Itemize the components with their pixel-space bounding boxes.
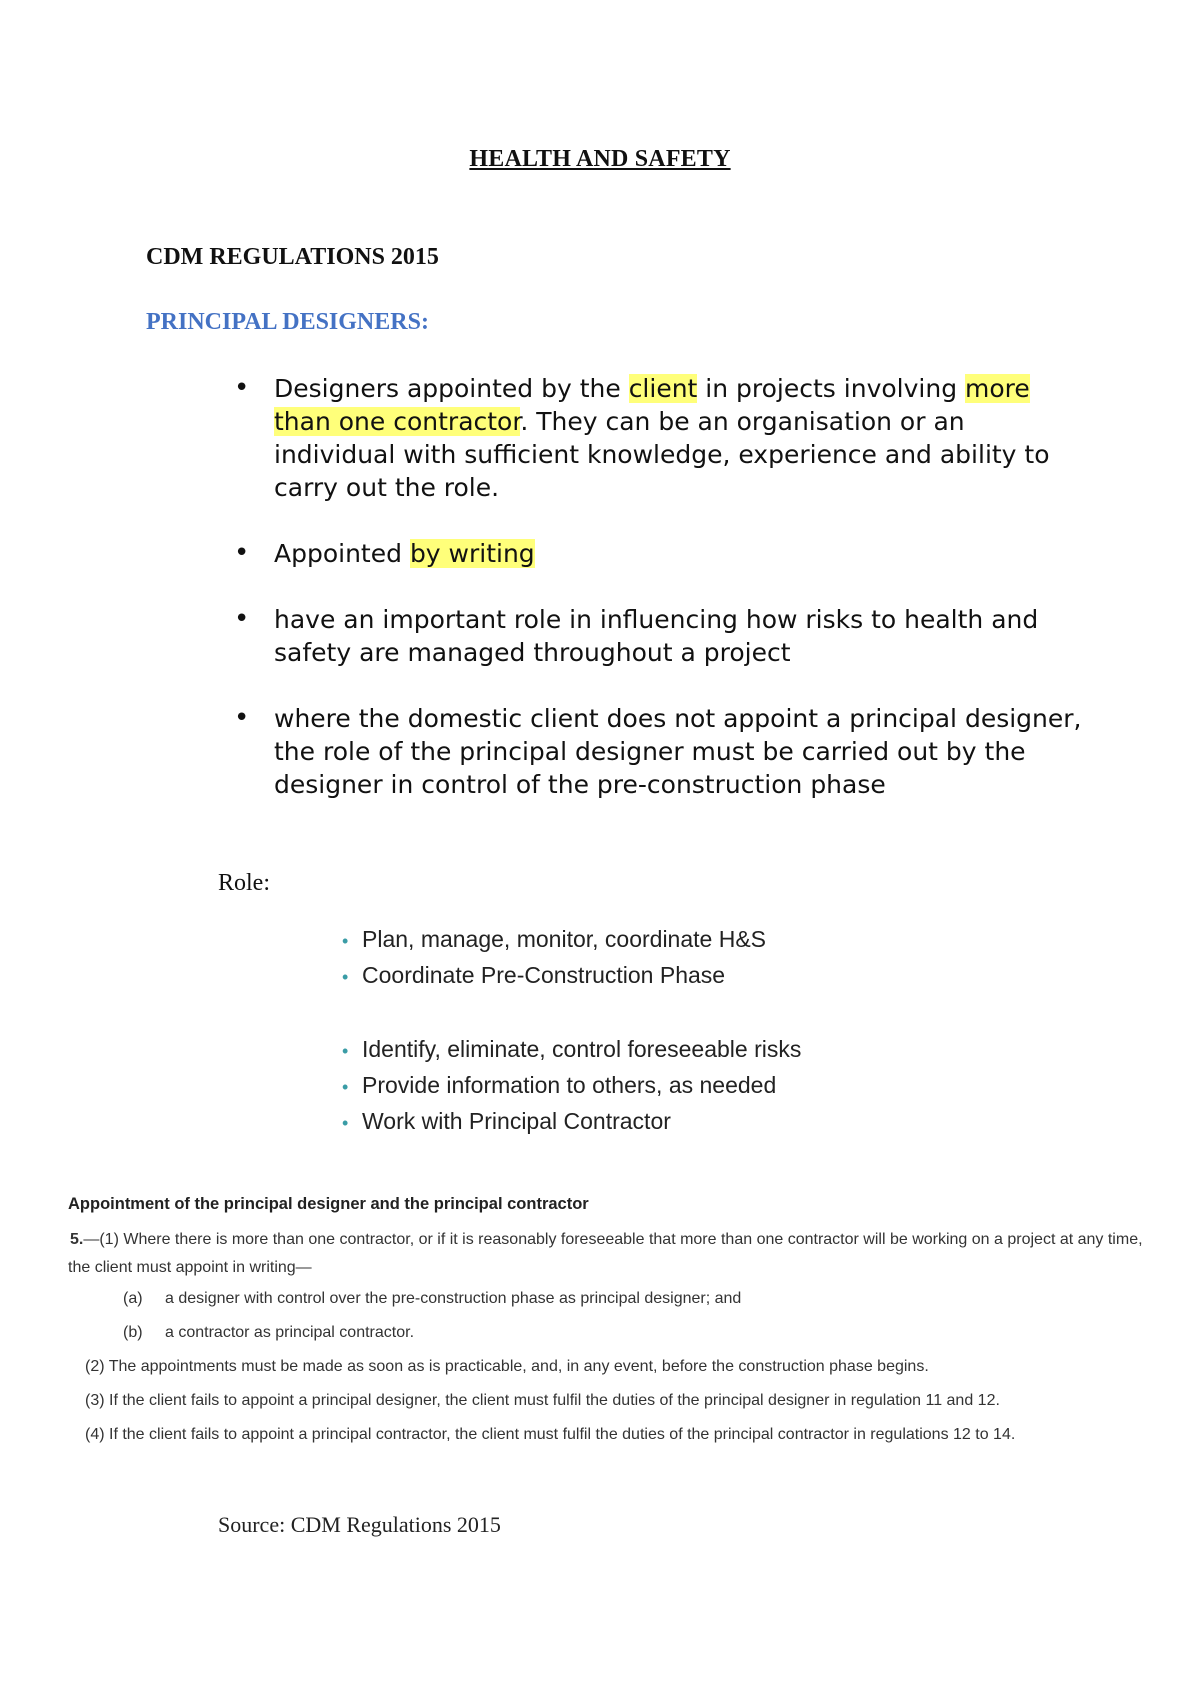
role-item-text: Coordinate Pre-Construction Phase xyxy=(362,962,726,988)
bullet-dot-icon: • xyxy=(342,1113,349,1133)
bullet-dot-icon: • xyxy=(342,1041,349,1061)
bullet-item xyxy=(232,702,1092,801)
role-item xyxy=(342,957,801,993)
excerpt-paragraph-1 xyxy=(68,1226,1158,1282)
excerpt-item-b xyxy=(123,1316,1158,1350)
highlighted-text: more than one contractor xyxy=(274,374,1030,436)
bullet-text: . They can be an organisation or an individual with sufficient knowledge, experience and ability to carry out the role. xyxy=(274,407,1050,502)
role-item-text: Plan, manage, monitor, coordinate H&S xyxy=(362,926,767,952)
bullet-text: Appointed xyxy=(274,539,410,568)
bullet-dot-icon: • xyxy=(234,538,250,568)
bullet-dot-icon: • xyxy=(234,703,250,733)
excerpt-item-a xyxy=(123,1282,1158,1316)
role-label: Role: xyxy=(218,870,270,896)
bullet-dot-icon: • xyxy=(342,967,349,987)
source-citation: Source: CDM Regulations 2015 xyxy=(218,1512,501,1537)
bullet-text: have an important role in influencing how risks to health and safety are managed throughout a project xyxy=(274,605,1039,667)
regulation-excerpt xyxy=(68,1195,1158,1452)
bullet-text: in projects involving xyxy=(697,374,966,403)
bullet-item xyxy=(232,603,1092,669)
section-heading: PRINCIPAL DESIGNERS: xyxy=(146,309,429,335)
role-item-text: Work with Principal Contractor xyxy=(362,1108,671,1134)
highlighted-text: client xyxy=(628,374,698,403)
excerpt-text: —(1) Where there is more than one contractor, or if it is reasonably foreseeable that more than one contractor will be working on a project at any time, the client must appoint in writing— xyxy=(68,1231,1143,1276)
excerpt-text: a contractor as principal contractor. xyxy=(165,1324,415,1341)
bullet-text: Designers appointed by the xyxy=(274,374,629,403)
role-item xyxy=(342,1031,801,1067)
role-list xyxy=(342,921,801,1139)
role-item-text: Provide information to others, as needed xyxy=(362,1072,777,1098)
excerpt-title: Appointment of the principal designer and the principal contractor xyxy=(68,1195,589,1213)
role-item xyxy=(342,1067,801,1103)
bullet-dot-icon: • xyxy=(342,1077,349,1097)
bullet-item xyxy=(232,537,1092,570)
excerpt-paragraph-4: (4) If the client fails to appoint a principal contractor, the client must fulfil the duties of the principal contractor in regulations 12 to 14. xyxy=(85,1426,1016,1443)
excerpt-paragraph-2: (2) The appointments must be made as soon as is practicable, and, in any event, before the construction phase begins. xyxy=(85,1358,929,1375)
role-item-text: Identify, eliminate, control foreseeable risks xyxy=(362,1036,802,1062)
item-label: (a) xyxy=(123,1290,143,1307)
bullet-dot-icon: • xyxy=(234,373,250,403)
principal-designer-bullets xyxy=(232,372,1092,834)
highlighted-text: by writing xyxy=(409,539,535,568)
role-item xyxy=(342,921,801,957)
excerpt-text: a designer with control over the pre-construction phase as principal designer; and xyxy=(165,1290,742,1307)
document-title: HEALTH AND SAFETY xyxy=(469,146,731,172)
item-label: (b) xyxy=(123,1324,143,1341)
bullet-dot-icon: • xyxy=(342,931,349,951)
role-item xyxy=(342,1103,801,1139)
bullet-dot-icon: • xyxy=(234,604,250,634)
regulation-heading: CDM REGULATIONS 2015 xyxy=(146,244,439,270)
excerpt-paragraph-3: (3) If the client fails to appoint a principal designer, the client must fulfil the duties of the principal designer in regulation 11 and 12. xyxy=(85,1392,1000,1409)
bullet-text: where the domestic client does not appoint a principal designer, the role of the principal designer must be carried out by the designer in control of the pre-construction phase xyxy=(274,704,1082,799)
regulation-number: 5. xyxy=(70,1231,84,1248)
bullet-item xyxy=(232,372,1092,504)
